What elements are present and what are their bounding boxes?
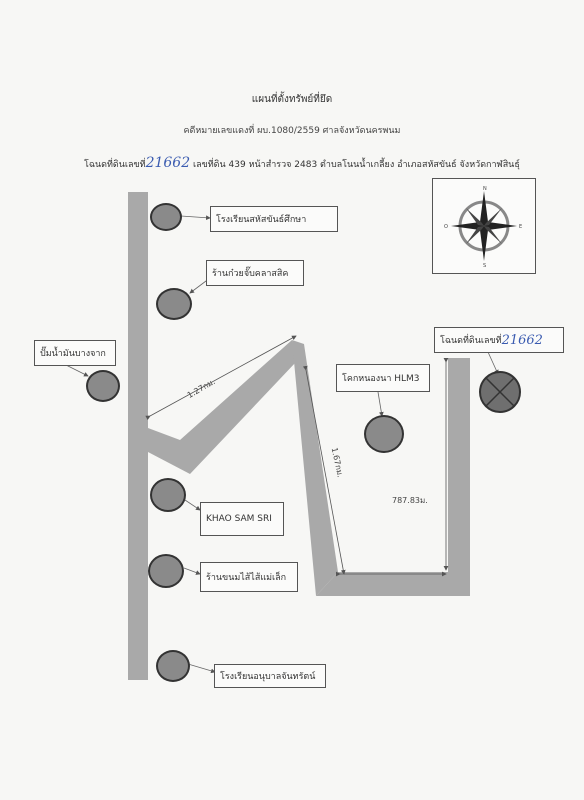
- map-title: แผนที่ตั้งทรัพย์ที่ยึด: [251, 94, 333, 105]
- right-road: [448, 358, 470, 596]
- bottom-road: [316, 572, 470, 596]
- marker-sweet-shop: [148, 554, 184, 588]
- label-noodle-shop: ร้านก๋วยจั๊บคลาสสิค: [206, 260, 304, 286]
- compass-west: O: [444, 224, 448, 230]
- diagonal-road-up: [148, 340, 296, 474]
- compass-east: E: [519, 224, 523, 230]
- crossed-circle-icon: [478, 370, 522, 414]
- marker-hlm3: [364, 415, 404, 453]
- deed-number-handwritten: 21662: [145, 155, 191, 171]
- dimension-3: 787.83ม.: [392, 496, 428, 505]
- label-target-deed: [434, 327, 564, 353]
- deed-prefix: โฉนดที่ดินเลขที่: [84, 160, 146, 170]
- compass-south: S: [483, 263, 487, 269]
- label-kindergarten: โรงเรียนอนุบาลจันทรัตน์: [214, 664, 326, 688]
- label-school: โรงเรียนสหัสขันธ์ศึกษา: [210, 206, 338, 232]
- dimension-1: 1.27กม.: [185, 376, 217, 401]
- case-number-line: คดีหมายเลขแดงที่ ผบ.1080/2559 ศาลจังหวัดนครพนม: [183, 126, 401, 136]
- marker-target-property: [478, 370, 522, 414]
- leader-hlm3: [378, 392, 382, 416]
- target-deed-number-handwritten: 21662: [501, 332, 543, 348]
- leader-sweet: [184, 568, 200, 574]
- label-gas-station: ปั๊มน้ำมันบางจาก: [34, 340, 116, 366]
- main-road: [128, 192, 148, 680]
- label-hlm3: โคกหนองนา HLM3: [336, 364, 430, 392]
- compass-north: N: [483, 186, 487, 192]
- marker-khao-sam-sri: [150, 478, 186, 512]
- marker-kindergarten: [156, 650, 190, 682]
- leader-school: [181, 216, 210, 218]
- marker-noodle-shop: [156, 288, 192, 320]
- label-sweet-shop: ร้านขนมไส้ไส้แม่เล็ก: [200, 562, 298, 592]
- leader-kinder: [188, 664, 215, 672]
- marker-school: [150, 203, 182, 231]
- compass-rose-icon: [433, 179, 535, 273]
- deed-details: เลขที่ดิน 439 หน้าสำรวจ 2483 ตำบลโนนน้ำเกลี้ยง อำเภอสหัสขันธ์ จังหวัดกาฬสินธุ์: [193, 160, 520, 170]
- label-khao-sam-sri: KHAO SAM SRI: [200, 502, 284, 536]
- target-deed-prefix: โฉนดที่ดินเลขที่: [440, 336, 502, 346]
- dimension-2: 1.67กม.: [329, 446, 345, 479]
- marker-gas-station: [86, 370, 120, 402]
- compass-box: [432, 178, 536, 274]
